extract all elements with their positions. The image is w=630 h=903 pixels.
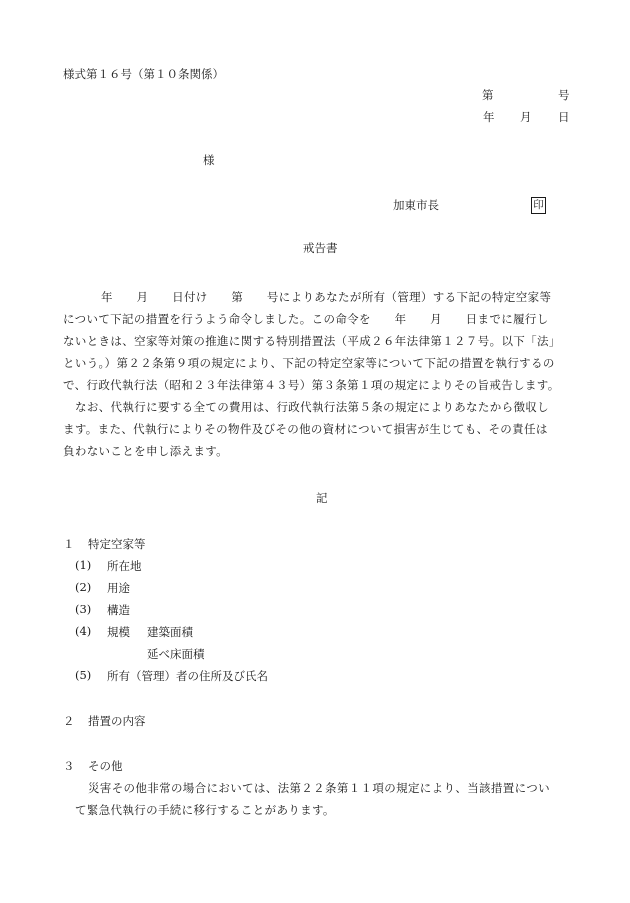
item-sublabel: 建築面積 (147, 625, 193, 639)
item-label: 規模 (107, 625, 130, 639)
ki-heading: 記 (316, 491, 328, 505)
item-number: (2) (75, 580, 92, 594)
item-number: (1) (75, 558, 92, 572)
form-label: 様式第１６号（第１０条関係） (63, 67, 224, 81)
doc-date-month: 月 (520, 110, 532, 124)
body-line: ないときは、空家等対策の推進に関する特別措置法（平成２６年法律第１２７号。以下「法」 (63, 334, 561, 348)
doc-date-year: 年 (483, 110, 495, 124)
body-line: という。）第２２条第９項の規定により、下記の特定空家等について下記の措置を執行するの (63, 356, 555, 370)
addressee-suffix: 様 (203, 153, 215, 167)
section-text-line: て緊急代執行の手続に移行することがあります。 (75, 803, 335, 817)
section-number: ２ (63, 714, 75, 728)
section-title: 特定空家等 (88, 537, 146, 551)
document-title: 戒告書 (303, 241, 338, 255)
doc-number-go: 号 (558, 88, 570, 102)
body-line: で、行政代執行法（昭和２３年法律第４３号）第３条第１項の規定によりその旨戒告します。 (63, 378, 560, 392)
item-number: (5) (75, 668, 92, 682)
section-title: 措置の内容 (88, 714, 146, 728)
body-line: ます。また、代執行によりその物件及びその他の資材について損害が生じても、その責任は (63, 422, 548, 436)
body-line: 年 月 日付け 第 号によりあなたが所有（管理）する下記の特定空家等 (101, 290, 552, 304)
item-label: 構造 (107, 603, 130, 617)
item-label: 用途 (107, 581, 130, 595)
section-number: １ (63, 537, 75, 551)
item-number: (4) (75, 624, 92, 638)
item-number: (3) (75, 602, 92, 616)
section-number: ３ (63, 759, 75, 773)
body-line: 負わないことを申し添えます。 (63, 444, 228, 458)
item-sublabel: 延べ床面積 (147, 647, 205, 661)
doc-number-dai: 第 (482, 88, 494, 102)
body-line: なお、代執行に要する全ての費用は、行政代執行法第５条の規定によりあなたから徴収し (75, 400, 549, 414)
section-text-line: 災害その他非常の場合においては、法第２２条第１１項の規定により、当該措置につい (88, 781, 550, 795)
item-label: 所在地 (107, 559, 142, 573)
body-line: について下記の措置を行うよう命令しました。この命令を 年 月 日までに履行し (63, 312, 549, 326)
issuer-name: 加東市長 (393, 198, 439, 212)
seal-mark: 印 (531, 197, 546, 214)
doc-date-day: 日 (558, 110, 570, 124)
item-label: 所有（管理）者の住所及び氏名 (107, 669, 268, 683)
section-title: その他 (88, 759, 123, 773)
